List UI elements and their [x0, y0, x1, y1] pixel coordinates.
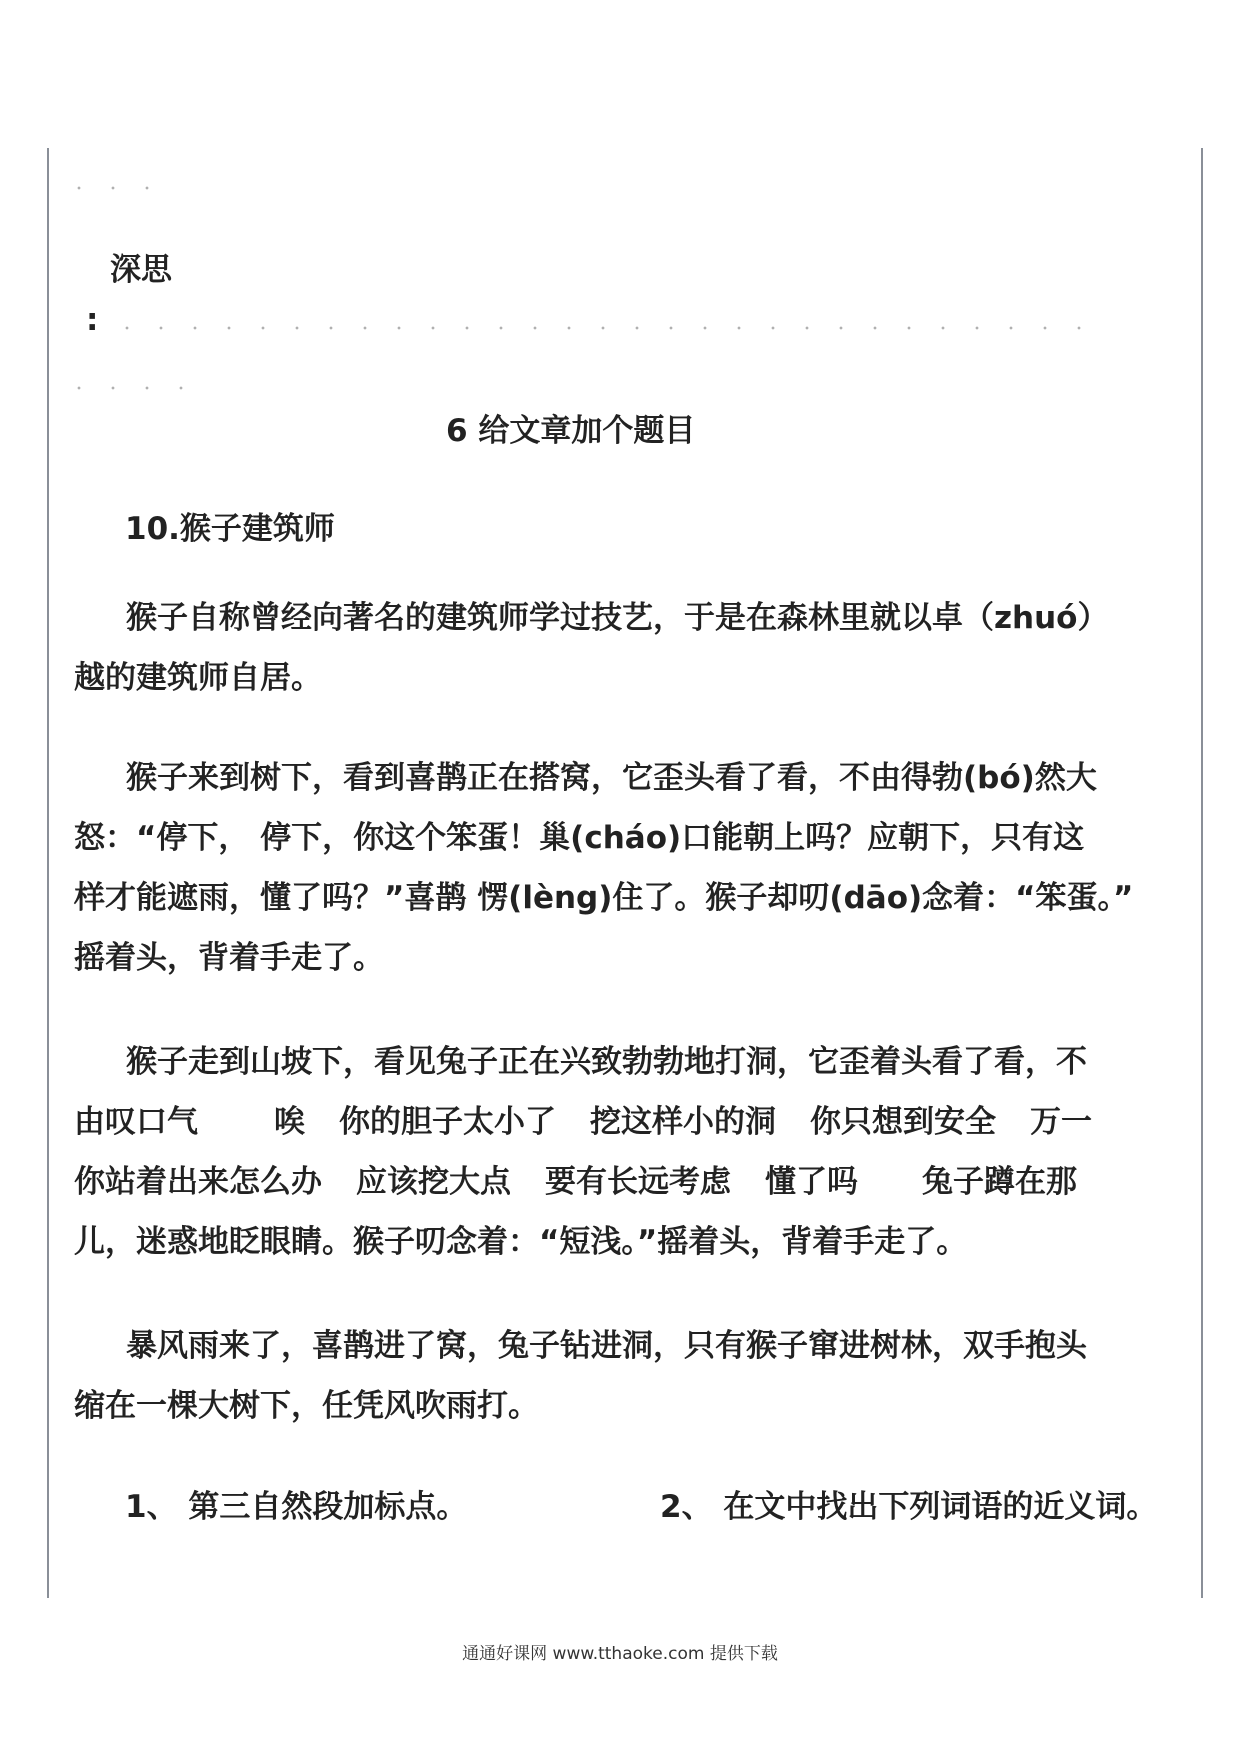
dotted-leader-top [62, 186, 172, 190]
header-colon: : [86, 302, 99, 338]
section-title: 6 给文章加个题目 [446, 413, 696, 449]
left-margin-rule [47, 148, 49, 1598]
paragraph-3-segment: 兔子蹲在那 [922, 1164, 1077, 1200]
paragraph-3-segment: 你只想到安全 [810, 1104, 996, 1140]
paragraph-4-line-2: 缩在一棵大树下，任凭风吹雨打。 [74, 1388, 539, 1424]
dotted-leader-title [62, 386, 207, 390]
paragraph-3-segment: 由叹口气 [74, 1104, 198, 1140]
right-margin-rule [1201, 148, 1203, 1598]
paragraph-3-segment: 要有长远考虑 [545, 1164, 731, 1200]
paragraph-4-line-1: 暴风雨来了，喜鹊进了窝，兔子钻进洞，只有猴子窜进树林，双手抱头 [126, 1328, 1087, 1364]
paragraph-2 [74, 748, 1169, 988]
paragraph-2-line-4: 摇着头，背着手走了。 [74, 940, 384, 976]
question-1: 1、 第三自然段加标点。 [125, 1489, 468, 1525]
paragraph-3-segment: 挖这样小的洞 [590, 1104, 776, 1140]
footer-credit: 通通好课网 www.tthaoke.com 提供下载 [462, 1644, 778, 1664]
paragraph-1-line-2: 越的建筑师自居。 [74, 660, 322, 696]
paragraph-1-line-1: 猴子自称曾经向著名的建筑师学过技艺，于是在森林里就以卓（zhuó） [126, 600, 1109, 636]
paragraph-3-line-2 [74, 1092, 1169, 1152]
paragraph-3-segment: 你的胆子太小了 [339, 1104, 556, 1140]
paragraph-2-line-3: 样才能遮雨，懂了吗？”喜鹊 愣(lèng)住了。猴子却叨(dāo)念着：“笨蛋。” [74, 880, 1134, 916]
paragraph-1 [74, 588, 1169, 708]
paragraph-3-segment: 懂了吗 [765, 1164, 858, 1200]
paragraph-3-segment: 应该挖大点 [356, 1164, 511, 1200]
header-label: 深思 [110, 252, 172, 288]
paragraph-3-line-4: 儿，迷惑地眨眼睛。猴子叨念着：“短浅。”摇着头，背着手走了。 [74, 1224, 968, 1260]
paragraph-4 [74, 1316, 1169, 1436]
article-title: 10.猴子建筑师 [125, 511, 335, 547]
paragraph-3-line-1: 猴子走到山坡下，看见兔子正在兴致勃勃地打洞，它歪着头看了看，不 [126, 1044, 1087, 1080]
paragraph-3 [74, 1032, 1169, 1272]
question-2: 2、 在文中找出下列词语的近义词。 [660, 1489, 1158, 1525]
paragraph-2-line-1: 猴子来到树下，看到喜鹊正在搭窝，它歪头看了看，不由得勃(bó)然大 [126, 760, 1097, 796]
paragraph-2-line-2: 怒：“停下， 停下，你这个笨蛋！巢(cháo)口能朝上吗？应朝下，只有这 [74, 820, 1085, 856]
paragraph-3-segment: 万一 [1030, 1104, 1092, 1140]
paragraph-3-segment: 你站着出来怎么办 [74, 1164, 322, 1200]
paragraph-3-segment: 唉 [274, 1104, 305, 1140]
paragraph-3-line-3 [74, 1152, 1169, 1212]
dotted-leader-middle [110, 326, 1110, 330]
